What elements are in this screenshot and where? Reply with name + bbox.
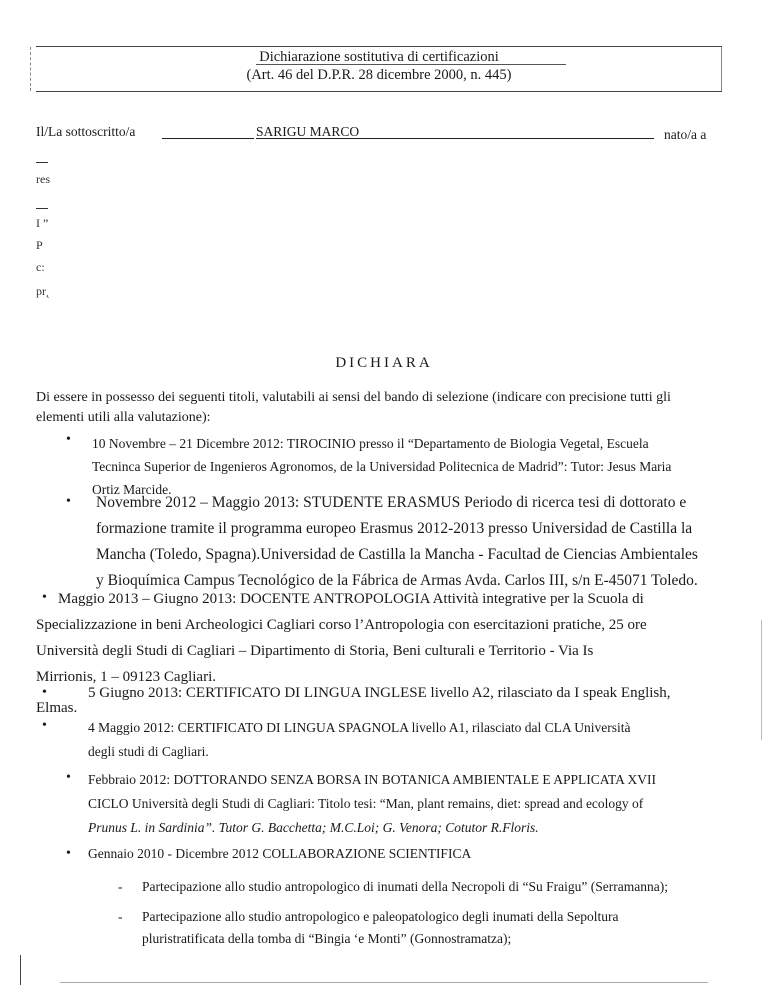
header-subtitle: (Art. 46 del D.P.R. 28 dicembre 2000, n. 445) xyxy=(246,67,512,83)
item-line: degli studi di Cagliari. xyxy=(88,744,209,759)
sub-list-item xyxy=(142,876,742,898)
item-line: 5 Giugno 2013: CERTIFICATO DI LINGUA INGLESE livello A2, rilasciato da I speak English, xyxy=(88,685,671,701)
list-item xyxy=(88,682,748,704)
item-line: 4 Maggio 2012: CERTIFICATO DI LINGUA SPAGNOLA livello A1, rilasciato dal CLA Università xyxy=(88,720,631,735)
list-item xyxy=(88,716,728,764)
fragment-text: P xyxy=(36,238,43,252)
item-line: CICLO Università degli Studi di Cagliari: Titolo tesi: “Man, plant remains, diet: spread and ecology of xyxy=(88,796,644,811)
fragment-text: c: xyxy=(36,260,45,274)
item-line: pluristratificata della tomba di “Bingia ‘e Monti” (Gonnostramatza); xyxy=(142,931,512,946)
scan-edge xyxy=(761,620,762,740)
blank-line xyxy=(162,138,254,139)
header-title: Dichiarazione sostitutiva di certificazioni xyxy=(259,49,499,65)
sub-dash: - xyxy=(118,909,123,924)
list-item xyxy=(96,490,736,594)
scan-bottom-line xyxy=(60,982,708,983)
intro-paragraph: Di essere in possesso dei seguenti titoli, valutabili ai sensi del bando di selezione (indicare con precisione tutti gli elementi utili alla valutazione): xyxy=(36,390,671,425)
sub-list-item xyxy=(142,906,742,950)
bullet-icon: • xyxy=(66,494,71,509)
bullet-icon: • xyxy=(66,770,71,785)
item-line: Maggio 2013 – Giugno 2013: DOCENTE ANTROPOLOGIA Attività integrative per la Scuola di xyxy=(58,591,644,607)
item-line: Novembre 2012 – Maggio 2013: STUDENTE ERASMUS Periodo di ricerca tesi di dottorato e xyxy=(96,494,687,511)
header-divider xyxy=(256,64,566,65)
item-line: Partecipazione allo studio antropologico di inumati della Necropoli di “Su Fraigu” (Serramanna); xyxy=(142,879,668,894)
bullet-icon: • xyxy=(66,432,71,447)
list-item xyxy=(58,586,718,612)
item-line: formazione tramite il programma europeo Erasmus 2012-2013 presso Universidad de Castilla la xyxy=(96,520,693,537)
item-line: Gennaio 2010 - Dicembre 2012 COLLABORAZIONE SCIENTIFICA xyxy=(88,846,472,861)
sub-dash: - xyxy=(118,879,123,894)
scan-mark xyxy=(30,47,31,91)
list-item xyxy=(88,846,728,862)
bullet-icon: • xyxy=(66,846,71,861)
document-header xyxy=(36,46,722,92)
fragment-dash xyxy=(36,162,48,163)
item-line: 10 Novembre – 21 Dicembre 2012: TIROCINIO presso il “Departamento de Biologia Vegetal, Escuela xyxy=(92,436,649,451)
item-line: Prunus L. in Sardinia”. Tutor G. Bacchetta; M.C.Loi; G. Venora; Cotutor R.Floris. xyxy=(88,820,539,835)
item-line: Tecninca Superior de Ingenieros Agronomos, de la Universidad Politecnica de Madrid”: Tutor: Jesus Maria xyxy=(92,459,672,474)
item-line: Partecipazione allo studio antropologico e paleopatologico degli inumati della Sepoltura xyxy=(142,909,619,924)
born-label: nato/a a xyxy=(664,127,707,142)
list-item xyxy=(88,768,728,840)
fragment-text: pr˛ xyxy=(36,284,50,298)
scan-edge xyxy=(20,955,21,985)
item-line: Università degli Studi di Cagliari – Dipartimento di Storia, Beni culturali e Territorio - Via Is xyxy=(36,643,594,659)
item-line: Elmas. xyxy=(36,700,78,716)
fragment-dash xyxy=(36,208,48,209)
item-line: Ortiz Marcide. xyxy=(92,482,172,497)
item-line: Febbraio 2012: DOTTORANDO SENZA BORSA IN BOTANICA AMBIENTALE E APPLICATA XVII xyxy=(88,772,657,787)
bullet-icon: • xyxy=(42,685,47,700)
bullet-icon: • xyxy=(42,718,47,733)
signer-name: SARIGU MARCO xyxy=(256,124,360,139)
item-line: Specializzazione in beni Archeologici Cagliari corso l’Antropologia con esercitazioni pratiche, 25 ore xyxy=(36,617,647,633)
fragment-text: I ” xyxy=(36,216,49,230)
signer-name-underline xyxy=(256,138,654,139)
item-line: Mirrionis, 1 – 09123 Cagliari. xyxy=(36,669,216,685)
fragment-text: res xyxy=(36,172,50,186)
list-item-continuation xyxy=(36,612,726,690)
signer-label: Il/La sottoscritto/a xyxy=(36,124,136,139)
bullet-icon: • xyxy=(42,590,47,605)
declaration-heading: DICHIARA xyxy=(335,355,433,371)
item-line: Mancha (Toledo, Spagna).Universidad de Castilla la Mancha - Facultad de Ciencias Ambientales xyxy=(96,546,698,563)
item-line: y Bioquímica Campus Tecnológico de la Fábrica de Armas Avda. Carlos III, s/n E-45071 Toledo. xyxy=(96,572,698,589)
